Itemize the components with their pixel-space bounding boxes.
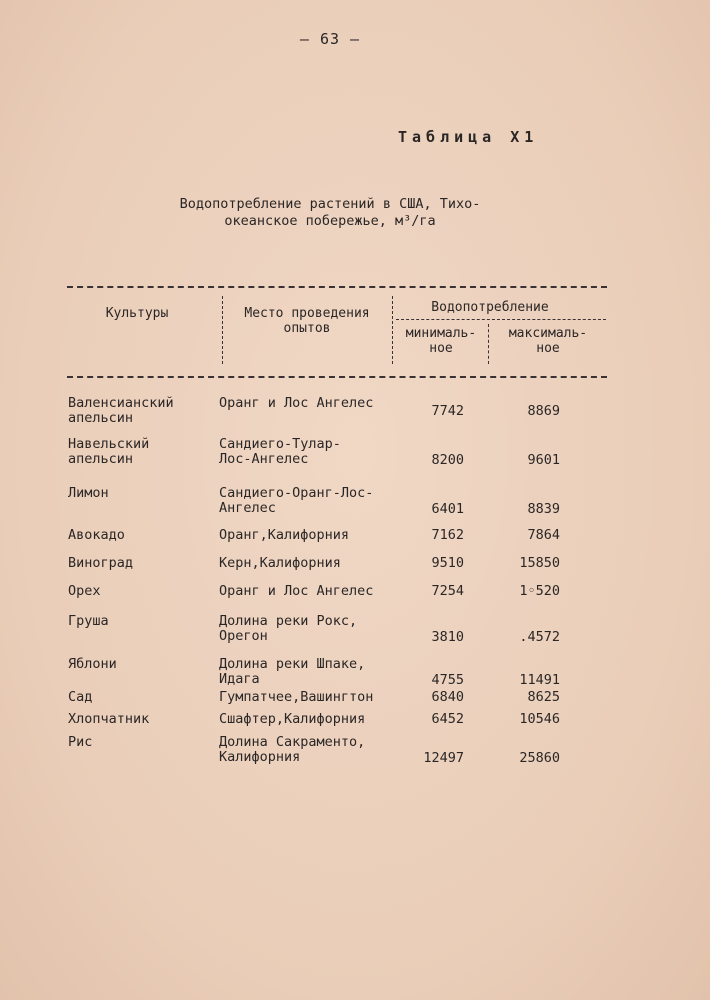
min-water-use: 6401 [431,501,464,517]
crop-name-line: Орех [68,583,101,599]
min-water-use: 9510 [431,555,464,571]
min-water-use: 7162 [431,527,464,543]
experiment-location-line: Долина реки Рокс, [219,613,358,629]
header-min-line-1: минималь- [405,326,477,341]
min-water-use: 6840 [431,689,464,705]
crop-name [68,584,208,599]
header-top-rule [67,286,607,288]
experiment-location [219,584,414,599]
experiment-location-line: Оранг и Лос Ангелес [219,583,374,599]
header-max-line-1: максималь- [508,326,588,341]
experiment-location [219,528,414,543]
header-max [496,326,600,356]
experiment-location-line: Сшафтер,Калифорния [219,711,366,727]
crop-name [68,735,208,750]
experiment-location [219,690,414,705]
crop-name-line: Лимон [68,485,109,501]
header-separator-1 [222,296,223,364]
crop-name-line: апельсин [68,410,134,426]
table-title-line-2: океанское побережье, м³/га [224,213,436,229]
crop-name [68,712,208,727]
max-water-use: 11491 [519,672,560,688]
table-title [150,196,510,230]
crop-name-line: Навельский [68,436,150,452]
header-crop: Культуры [105,306,169,321]
experiment-location-line: Лос-Ангелес [219,451,309,467]
crop-name-line: Хлопчатник [68,711,150,727]
crop-name [68,614,208,629]
max-water-use: 8625 [527,689,560,705]
crop-name-line: Сад [68,689,93,705]
crop-name-line: Рис [68,734,93,750]
header-bottom-rule [67,376,607,378]
crop-name [68,657,208,672]
header-place [226,306,388,336]
header-max-line-2: ное [536,341,560,356]
experiment-location [219,614,414,644]
header-min [396,326,486,356]
table-title-line-1: Водопотребление растений в США, Тихо- [179,196,481,212]
experiment-location-line: Сандиего-Тулар- [219,436,341,452]
max-water-use: 10546 [519,711,560,727]
experiment-location [219,735,414,765]
header-separator-3 [488,324,489,364]
experiment-location-line: Керн,Калифорния [219,555,341,571]
crop-name [68,528,208,543]
experiment-location [219,396,414,411]
max-water-use: 15850 [519,555,560,571]
crop-name-line: Груша [68,613,109,629]
experiment-location [219,556,414,571]
crop-name-line: Валенсианский [68,395,174,411]
crop-name [68,690,208,705]
experiment-location-line: Калифорния [219,749,301,765]
max-water-use: 25860 [519,750,560,766]
crop-name [68,556,208,571]
header-min-line-2: ное [429,341,453,356]
experiment-location-line: Орегон [219,628,268,644]
max-water-use: 7864 [527,527,560,543]
header-place-line-2: опытов [283,321,331,336]
max-water-use: .4572 [519,629,560,645]
experiment-location-line: Оранг,Калифорния [219,527,350,543]
crop-name [68,396,208,426]
experiment-location-line: Сандиего-Оранг-Лос- [219,485,374,501]
max-water-use: 8869 [527,403,560,419]
min-water-use: 7254 [431,583,464,599]
crop-name [68,437,208,467]
header-water-rule [396,319,606,320]
min-water-use: 12497 [423,750,464,766]
min-water-use: 6452 [431,711,464,727]
header-water: Водопотребление [431,300,549,315]
experiment-location [219,712,414,727]
header-place-line-1: Место проведения [244,306,370,321]
max-water-use: 1◦520 [519,583,560,599]
min-water-use: 4755 [431,672,464,688]
crop-name-line: Виноград [68,555,134,571]
experiment-location-line: Долина Сакраменто, [219,734,366,750]
page-number: — 63 — [299,30,361,48]
experiment-location [219,486,414,516]
experiment-location-line: Оранг и Лос Ангелес [219,395,374,411]
crop-name [68,486,208,501]
max-water-use: 9601 [527,452,560,468]
crop-name-line: Авокадо [68,527,125,543]
experiment-location [219,657,414,687]
max-water-use: 8839 [527,501,560,517]
experiment-location [219,437,414,467]
min-water-use: 7742 [431,403,464,419]
experiment-location-line: Долина реки Шпаке, [219,656,366,672]
crop-name-line: Яблони [68,656,117,672]
header-separator-2 [392,296,393,364]
crop-name-line: апельсин [68,451,134,467]
table-label: Таблица Х1 [398,128,539,146]
experiment-location-line: Ангелес [219,500,276,516]
experiment-location-line: Идага [219,671,260,687]
min-water-use: 8200 [431,452,464,468]
min-water-use: 3810 [431,629,464,645]
experiment-location-line: Гумпатчее,Вашингтон [219,689,374,705]
